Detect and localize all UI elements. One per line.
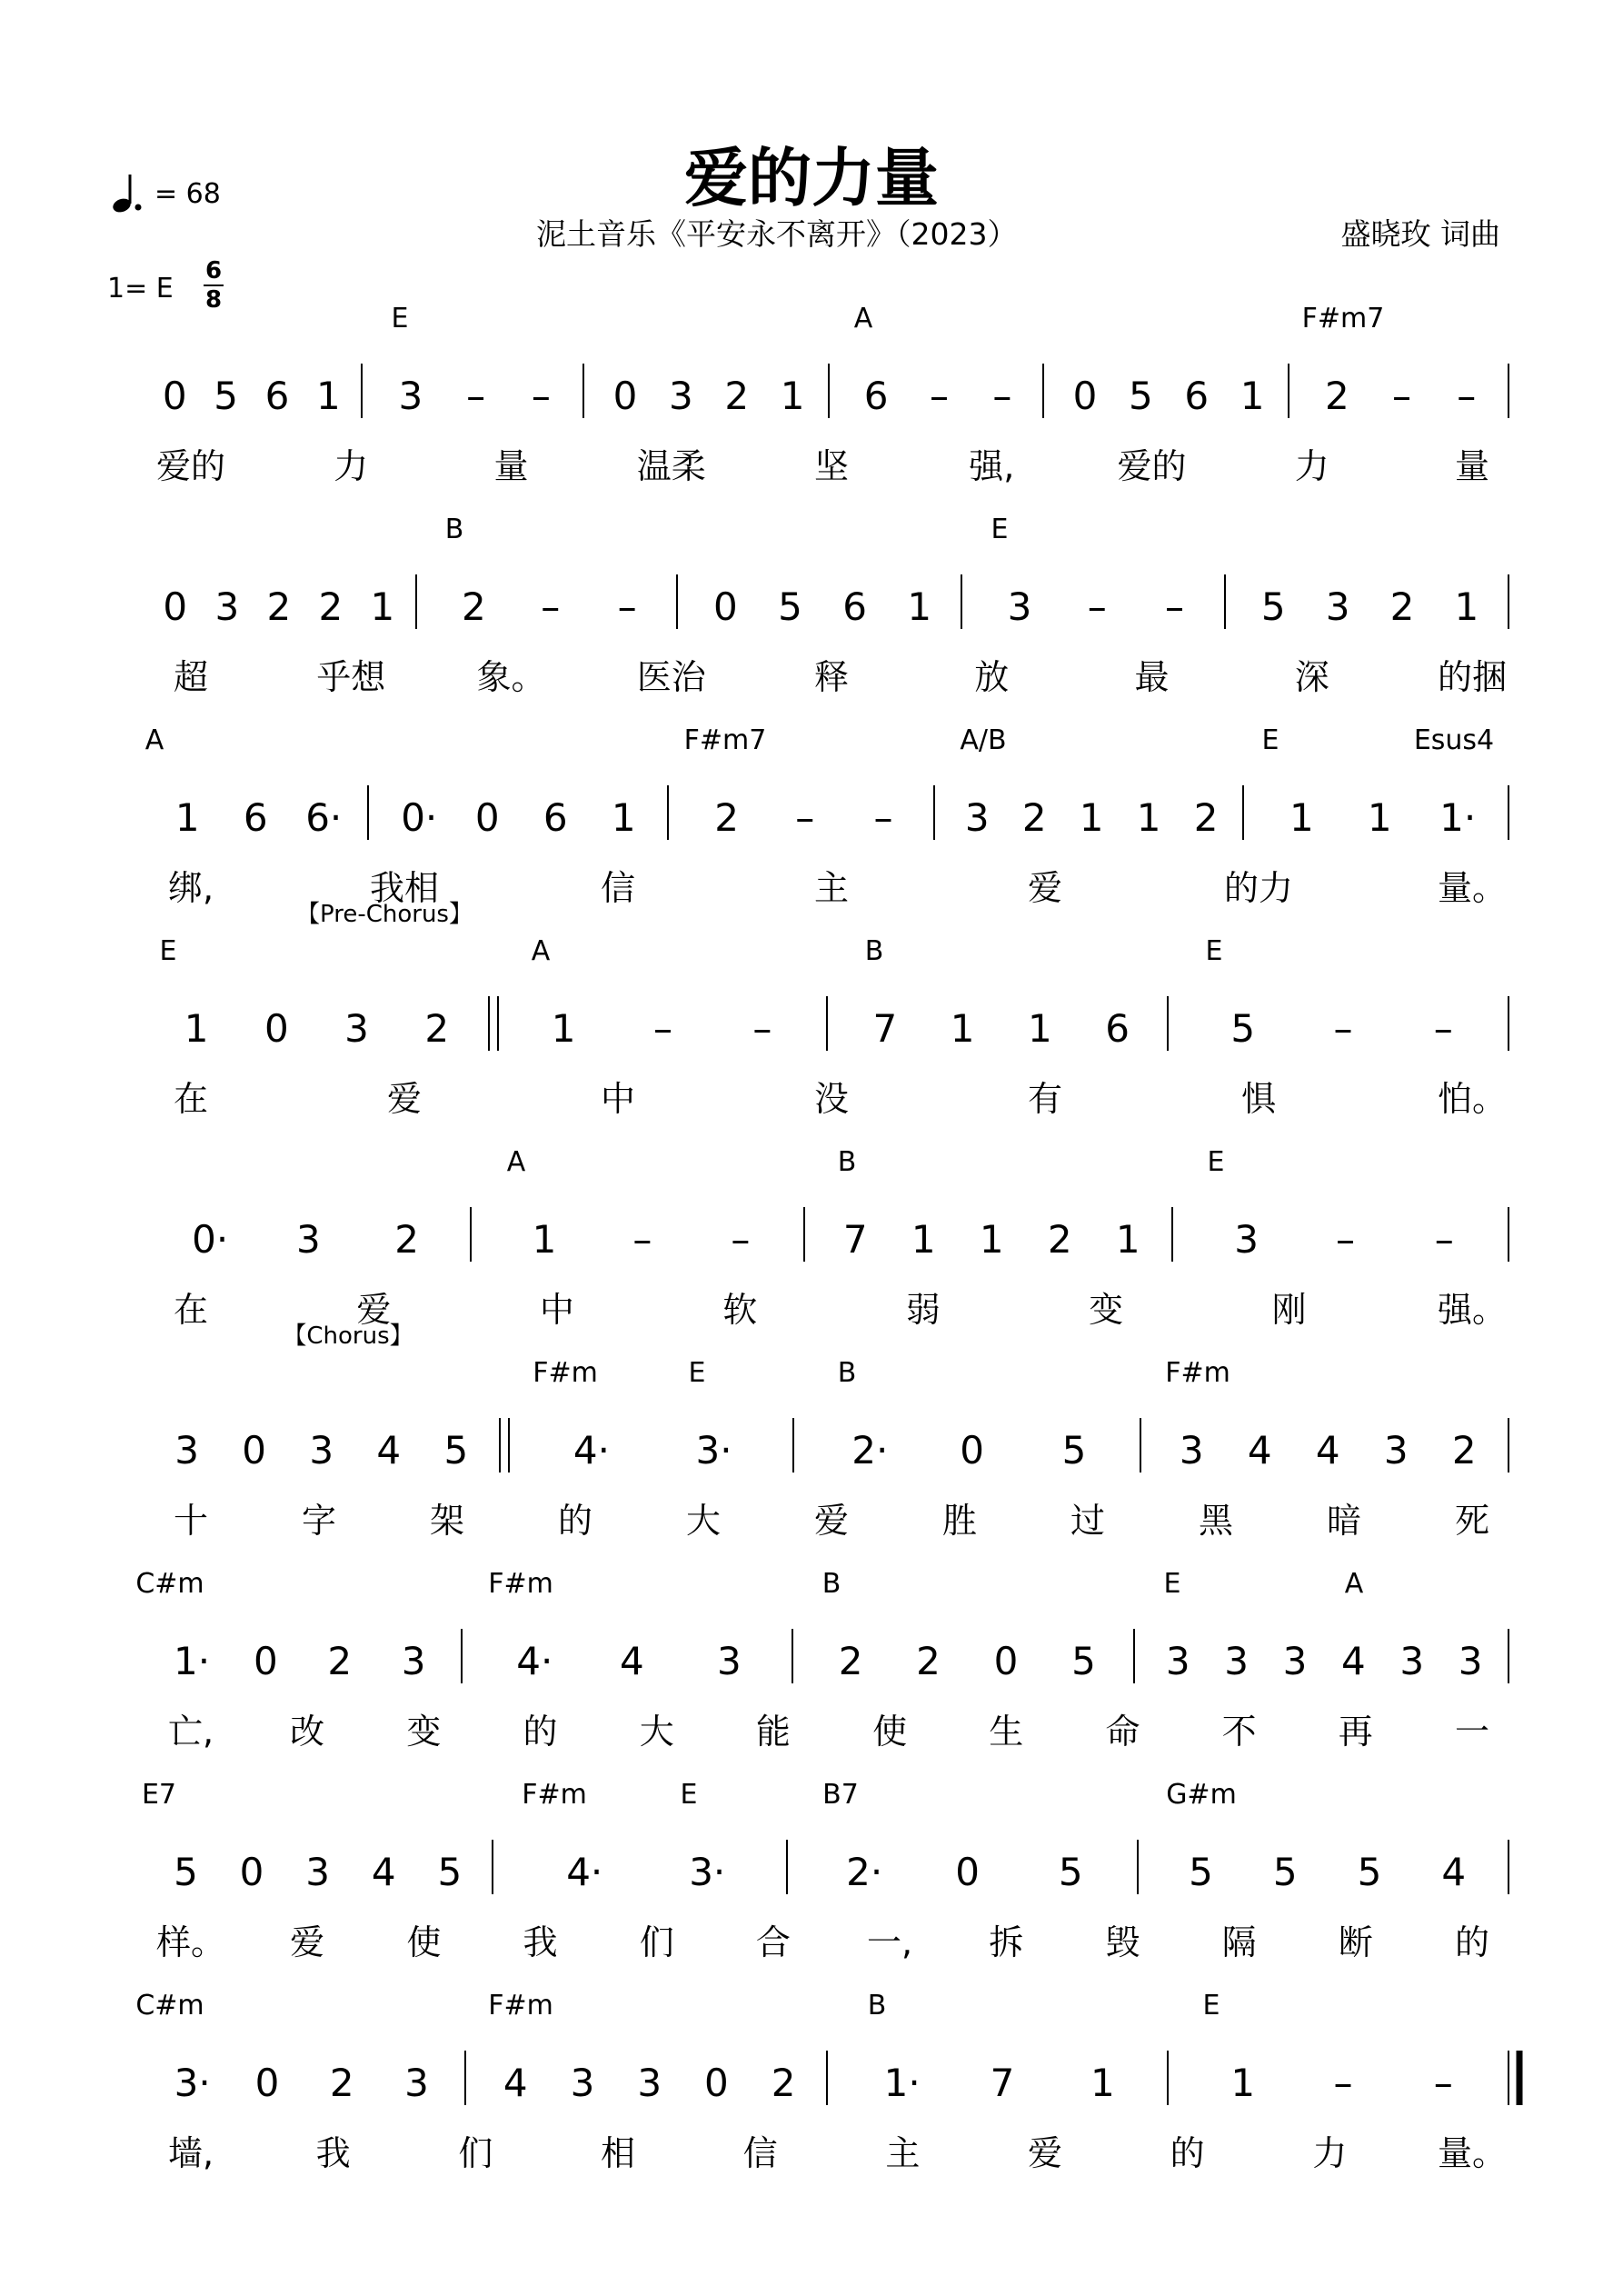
lyric: 墙, [167,2133,214,2173]
note: 0 [1072,374,1098,418]
lyric: 一, [867,1922,913,1962]
chord-symbol: E [1207,1146,1225,1178]
note: 0 [993,1639,1019,1683]
note: – [1165,584,1185,629]
lyric: 黑 [1198,1501,1234,1541]
note: 5 [1129,374,1153,418]
note: 3· [695,1428,732,1472]
key-signature: 1= E [107,273,174,304]
note: 1 [979,1217,1004,1262]
note: 4· [516,1639,553,1683]
note: 4 [376,1428,402,1472]
note: 3 [1224,1639,1250,1683]
lyric: 量。 [1437,2133,1508,2173]
time-signature-bottom: 8 [204,286,223,314]
note: – [752,1006,772,1051]
note: 4 [619,1639,644,1683]
lyric: 的捆 [1437,657,1508,697]
note: 0 [955,1850,981,1894]
note: – [466,374,486,418]
lyric: 超 [173,657,209,697]
chord-symbol: E [991,514,1009,545]
lyric: 亡, [167,1712,214,1752]
lyric: 主 [885,2133,921,2173]
chord-symbol: B [837,1146,857,1178]
chord-symbol: A [144,724,164,756]
note: 5 [778,584,802,629]
note: 0· [192,1217,229,1262]
note: – [873,795,893,840]
note: – [541,584,561,629]
note: 1 [1028,1006,1052,1051]
note: 2 [1325,374,1349,418]
lyric: 的 [523,1712,558,1752]
lyric: 爱 [386,1079,423,1119]
note: 2 [1021,795,1047,840]
chord-symbol: F#m7 [1301,303,1385,334]
lyric: 们 [458,2133,493,2173]
lyric: 象。 [476,657,546,697]
lyric: 隔 [1221,1922,1257,1962]
lyric: 乎想 [316,657,386,697]
note: 3 [1325,584,1350,629]
note: 1 [1454,584,1479,629]
lyric: 再 [1338,1712,1373,1752]
note: 3 [296,1217,321,1262]
note: 2 [461,584,486,629]
lyric: 爱 [1027,868,1063,908]
note: 6 [842,584,867,629]
lyric: 没 [813,1079,850,1119]
note: 4 [503,2061,528,2105]
note: 5 [1189,1850,1213,1894]
chord-symbol: Esus4 [1413,724,1495,756]
lyric: 的 [557,1501,593,1541]
chord-symbol: A/B [960,724,1007,756]
lyric: 惧 [1240,1079,1277,1119]
chord-symbol: B [864,935,884,967]
note: 5 [437,1850,463,1894]
lyric: 一 [1454,1712,1490,1752]
note: – [1335,1217,1355,1262]
lyric: 有 [1027,1079,1063,1119]
lyric: 合 [755,1922,791,1962]
chord-symbol: E [1205,935,1223,967]
section-label: 【Pre-Chorus】 [296,901,473,928]
note: 1 [1115,1217,1140,1262]
chord-symbol: E [1261,724,1279,756]
lyric: 爱的 [1117,446,1187,486]
note: – [929,374,949,418]
note: – [1087,584,1107,629]
note: 0 [242,1428,266,1472]
note: 2 [1451,1428,1477,1472]
note: 4 [1247,1428,1272,1472]
note: 1 [184,1006,209,1051]
note: 2· [851,1428,889,1472]
note: 3 [174,1428,199,1472]
lyric: 最 [1134,657,1170,697]
chord-symbol: F#m [1165,1357,1230,1389]
note: 6 [1105,1006,1130,1051]
note: 4· [573,1428,610,1472]
chord-symbol: B [444,514,464,545]
note: 3 [1383,1428,1409,1472]
lyric: 胜 [941,1501,978,1541]
note: 3 [669,374,693,418]
note: 1 [1367,795,1392,840]
chord-symbol: E [680,1779,698,1811]
note: 3· [689,1850,726,1894]
lyric: 弱 [905,1290,941,1330]
note: 1· [1439,795,1477,840]
note: 6 [1184,374,1210,418]
note: 2 [1389,584,1415,629]
chord-symbol: E [1163,1568,1181,1600]
lyric: 架 [429,1501,465,1541]
note: – [795,795,815,840]
lyric: 字 [301,1501,337,1541]
note: 5 [1058,1850,1083,1894]
note: 2 [1193,795,1219,840]
lyric: 改 [290,1712,325,1752]
lyric: 使 [406,1922,442,1962]
lyric: 不 [1221,1712,1257,1752]
note: 1· [883,2061,921,2105]
chord-symbol: E7 [141,1779,177,1811]
note: 4 [1315,1428,1340,1472]
note: 0 [612,374,638,418]
note: 0 [163,584,188,629]
note: – [1434,1217,1454,1262]
note: 6· [305,795,343,840]
note: 1 [911,1217,936,1262]
note: 1 [532,1217,557,1262]
note: 1 [780,374,805,418]
note: 4 [1341,1639,1366,1683]
lyric: 暗 [1326,1501,1362,1541]
note: – [652,1006,672,1051]
lyric: 主 [813,868,850,908]
note: 6 [543,795,568,840]
note: 0 [239,1850,264,1894]
chord-symbol: E [159,935,177,967]
note: 4· [566,1850,603,1894]
note: 2 [318,584,344,629]
lyric: 相 [600,2133,636,2173]
chord-symbol: B [867,1990,887,2021]
note: 3 [344,1006,369,1051]
chord-symbol: A [506,1146,526,1178]
note: 0 [960,1428,984,1472]
note: – [1333,2061,1353,2105]
note: 7 [842,1217,868,1262]
lyric: 的力 [1223,868,1294,908]
note: 1 [950,1006,975,1051]
lyric: 的 [1170,2133,1205,2173]
song-title: 爱的力量 [684,141,939,215]
lyric: 强, [969,446,1015,486]
note: 3 [1282,1639,1308,1683]
chord-symbol: E [688,1357,706,1389]
note: 1 [551,1006,576,1051]
lyric: 死 [1454,1501,1490,1541]
note: 3 [964,795,990,840]
note: 5 [443,1428,469,1472]
lyric: 医治 [636,657,706,697]
note: 4 [371,1850,396,1894]
note: 5 [174,1850,198,1894]
lyric: 过 [1070,1501,1106,1541]
note: – [992,374,1012,418]
lyric: 大 [685,1501,722,1541]
chord-symbol: E [1202,1990,1220,2021]
note: 3 [398,374,423,418]
lyric: 们 [639,1922,674,1962]
lyric: 释 [813,657,850,697]
note: 3 [401,1639,426,1683]
chord-symbol: A [531,935,551,967]
lyric: 我 [315,2133,351,2173]
note: 3 [1458,1639,1483,1683]
note: 3 [717,1639,742,1683]
note: 2 [838,1639,863,1683]
note: 3 [570,2061,595,2105]
chord-symbol: F#m [488,1568,553,1600]
lyric: 软 [722,1290,758,1330]
chord-symbol: F#m [533,1357,598,1389]
note: 3 [1165,1639,1190,1683]
note: 3 [305,1850,330,1894]
note: 3 [1007,584,1032,629]
chord-symbol: A [853,303,873,334]
chord-symbol: F#m [522,1779,587,1811]
lyric: 变 [406,1712,442,1752]
section-label: 【Chorus】 [283,1323,413,1350]
note: 3· [174,2061,211,2105]
note: 2· [846,1850,883,1894]
lyric: 使 [872,1712,908,1752]
note: 2 [327,1639,353,1683]
lyric: 十 [173,1501,209,1541]
note: – [1433,2061,1453,2105]
note: 3 [1234,1217,1259,1262]
lyric: 怕。 [1437,1079,1508,1119]
note: 0 [254,1639,278,1683]
note: 5 [1272,1850,1298,1894]
chord-symbol: B [821,1568,841,1600]
lyric: 刚 [1271,1290,1307,1330]
note: 6 [264,374,290,418]
note: – [1457,374,1477,418]
tempo-value: = 68 [154,177,221,210]
chord-symbol: B7 [822,1779,859,1811]
note: 2 [424,1006,450,1051]
note: – [617,584,637,629]
lyric: 命 [1105,1712,1140,1752]
note: 5 [1230,1006,1256,1051]
chord-symbol: F#m7 [683,724,767,756]
note: – [1433,1006,1453,1051]
lyric: 信 [600,868,636,908]
lyric: 能 [755,1712,791,1752]
note: 3 [309,1428,334,1472]
lyric: 放 [974,657,1010,697]
lyric: 中 [539,1290,574,1330]
note: 5 [1357,1850,1382,1894]
note: 5 [214,374,239,418]
lyric: 爱 [290,1922,325,1962]
lyric: 拆 [989,1922,1024,1962]
note: 2 [714,795,739,840]
note: 0 [254,2061,280,2105]
lyric: 量 [1454,446,1490,486]
note: 1 [1090,2061,1115,2105]
lyric: 变 [1089,1290,1124,1330]
lyric: 力 [334,446,369,486]
album-subtitle: 泥土音乐《平安永不离开》（2023） [536,216,1018,252]
note: 1 [315,374,341,418]
lyric: 量 [493,446,529,486]
note: 1 [174,795,200,840]
chord-symbol: C#m [135,1990,204,2021]
chord-symbol: E [391,303,409,334]
note: 5 [1061,1428,1087,1472]
note: 1· [173,1639,211,1683]
note: 2 [394,1217,420,1262]
composer-credit: 盛晓玫 词曲 [1340,216,1500,252]
chord-symbol: B [837,1357,857,1389]
note: 3 [1399,1639,1425,1683]
note: 3 [1179,1428,1204,1472]
lyric: 爱 [1027,2133,1063,2173]
lyric: 毁 [1105,1922,1140,1962]
lyric: 力 [1312,2133,1348,2173]
note: 3 [637,2061,662,2105]
lyric: 量。 [1437,868,1508,908]
note: 0 [712,584,738,629]
note: 6 [243,795,268,840]
lyric: 在 [173,1079,209,1119]
note: 2 [329,2061,354,2105]
lyric: 我 [523,1922,558,1962]
note: – [1333,1006,1353,1051]
note: 6 [863,374,889,418]
note: 2 [771,2061,796,2105]
lyric: 坚 [813,446,850,486]
chord-symbol: A [1344,1568,1364,1600]
note: 5 [1071,1639,1096,1683]
lyric: 样。 [155,1922,226,1962]
note: 0 [162,374,187,418]
note: 0 [704,2061,729,2105]
lyric: 深 [1294,657,1329,697]
lyric: 的 [1454,1922,1490,1962]
note: 1 [1240,374,1265,418]
lyric: 我相 [369,868,440,908]
note: 1 [907,584,932,629]
note: – [531,374,551,418]
lyric: 爱的 [155,446,226,486]
note: 5 [1260,584,1286,629]
note: 1 [611,795,636,840]
lyric: 大 [639,1712,674,1752]
chord-symbol: F#m [488,1990,553,2021]
note: 2 [916,1639,941,1683]
note: 0· [401,795,438,840]
note: 0 [474,795,500,840]
note: 2 [724,374,750,418]
note: – [731,1217,751,1262]
note: – [632,1217,652,1262]
time-signature-top: 6 [204,257,223,285]
note: – [1392,374,1412,418]
note: 7 [872,1006,898,1051]
note: 1 [1289,795,1314,840]
note: 1 [1079,795,1104,840]
chord-symbol: C#m [135,1568,204,1600]
note: 2 [266,584,292,629]
lyric: 力 [1294,446,1329,486]
lyric: 强。 [1437,1290,1508,1330]
note: 4 [1441,1850,1467,1894]
note: 1 [1136,795,1161,840]
lyric: 绑, [167,868,214,908]
lyric: 中 [600,1079,636,1119]
lyric: 爱 [813,1501,850,1541]
note: 3 [404,2061,429,2105]
note: 7 [990,2061,1015,2105]
lyric: 断 [1338,1922,1373,1962]
lyric: 爱 [356,1290,392,1330]
lyric: 在 [173,1290,209,1330]
note: 1 [370,584,395,629]
note: 0 [264,1006,289,1051]
note: 3 [214,584,240,629]
chord-symbol: G#m [1166,1779,1237,1811]
lyric: 生 [989,1712,1024,1752]
note: 1 [1230,2061,1256,2105]
note: 2 [1047,1217,1072,1262]
lyric: 温柔 [636,446,706,486]
lyric: 信 [742,2133,778,2173]
